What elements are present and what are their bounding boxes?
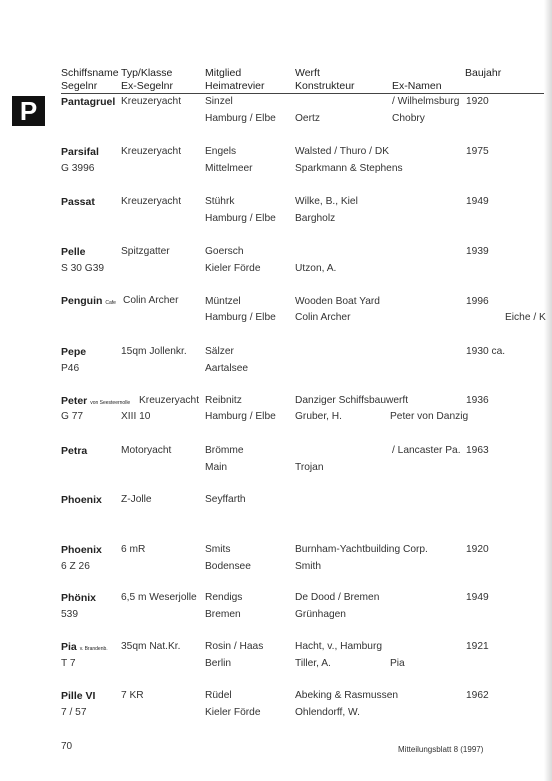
home-area: Main [205, 462, 228, 473]
member: Brömme [205, 445, 244, 456]
designer: Sparkmann & Stephens [295, 163, 403, 174]
header-designer: Konstrukteur [295, 80, 355, 92]
home-area: Berlin [205, 658, 232, 669]
sail-number: 7 / 57 [61, 707, 87, 718]
member: Müntzel [205, 296, 241, 307]
member: Rosin / Haas [205, 641, 264, 652]
header-type-class: Typ/Klasse [121, 67, 173, 79]
shipyard: De Dood / Bremen [295, 592, 380, 603]
header-ex-sail-no: Ex-Segelnr [121, 80, 173, 92]
member: Smits [205, 544, 231, 555]
shipyard: Wooden Boat Yard [295, 296, 380, 307]
ex-sail-number: XIII 10 [121, 411, 151, 422]
ship-type: Z-Jolle [121, 494, 152, 505]
ship-name [61, 395, 130, 407]
ship-name: Passat [61, 196, 95, 208]
shipyard: Hacht, v., Hamburg [295, 641, 383, 652]
home-area: Kieler Förde [205, 263, 261, 274]
ship-type: Kreuzeryacht [121, 96, 182, 107]
header-year: Baujahr [465, 67, 502, 79]
ship-name: Pille VI [61, 690, 96, 702]
header-rule [61, 93, 544, 94]
ex-name: / Wilhelmsburg [392, 96, 460, 107]
ship-name [61, 641, 108, 653]
ship-name: Parsifal [61, 146, 99, 158]
sail-number: S 30 G39 [61, 263, 105, 274]
ship-name-suffix: v. Brandenb. [79, 646, 108, 652]
build-year: 1930 ca. [466, 346, 506, 357]
shipyard: Abeking & Rasmussen [295, 690, 399, 701]
shipyard: Burnham-Yachtbuilding Corp. [295, 544, 428, 555]
home-area: Hamburg / Elbe [205, 113, 276, 124]
member: Rendigs [205, 592, 243, 603]
ship-type: 35qm Nat.Kr. [121, 641, 181, 652]
ship-type: Kreuzeryacht [139, 395, 200, 406]
member: Rüdel [205, 690, 232, 701]
build-year: 1996 [466, 296, 489, 307]
ship-type: 7 KR [121, 690, 144, 701]
build-year: 1920 [466, 96, 489, 107]
ship-type: 15qm Jollenkr. [121, 346, 187, 357]
build-year: 1975 [466, 146, 489, 157]
ship-type: 6 mR [121, 544, 146, 555]
home-area: Hamburg / Elbe [205, 213, 276, 224]
publication-title: Mitteilungsblatt 8 (1997) [398, 745, 484, 754]
ship-name: Phönix [61, 592, 97, 604]
shipyard: Walsted / Thuro / DK [295, 146, 389, 157]
designer: Gruber, H. [295, 411, 342, 422]
member: Stührk [205, 196, 235, 207]
build-year: 1949 [466, 196, 489, 207]
ship-type: 6,5 m Weserjolle [121, 592, 197, 603]
ship-name: Pelle [61, 246, 86, 258]
build-year: 1939 [466, 246, 489, 257]
member: Engels [205, 146, 237, 157]
designer: Bargholz [295, 213, 336, 224]
header-home-area: Heimatrevier [205, 80, 265, 92]
ship-type: Kreuzeryacht [121, 196, 182, 207]
member: Sinzel [205, 96, 233, 107]
member: Reibnitz [205, 395, 242, 406]
page-number: 70 [61, 741, 73, 752]
designer: Oertz [295, 113, 320, 124]
ship-type: Kreuzeryacht [121, 146, 182, 157]
ex-name-2: Eiche / K [505, 312, 546, 323]
header-member: Mitglied [205, 67, 242, 79]
designer: Trojan [295, 462, 324, 473]
ex-name-2: Pia [390, 658, 405, 669]
designer: Colin Archer [295, 312, 351, 323]
home-area: Bremen [205, 609, 241, 620]
ship-name-suffix: Cafe [105, 300, 116, 306]
ship-type: Spitzgatter [121, 246, 170, 257]
header-sail-no: Segelnr [61, 80, 98, 92]
member: Seyffarth [205, 494, 246, 505]
sail-number: G 77 [61, 411, 84, 422]
ship-name-text: Penguin [61, 295, 103, 307]
ex-name-2: Chobry [392, 113, 425, 124]
header-ex-names: Ex-Namen [392, 80, 442, 92]
build-year: 1936 [466, 395, 489, 406]
shipyard: Wilke, B., Kiel [295, 196, 358, 207]
ex-name-2: Peter von Danzig [390, 411, 469, 422]
sail-number: T 7 [61, 658, 76, 669]
designer: Smith [295, 561, 322, 572]
ex-name: / Lancaster Pa. [392, 445, 461, 456]
designer: Grünhagen [295, 609, 346, 620]
ship-name-text: Peter [61, 395, 88, 407]
header-ship-name: Schiffsname [61, 67, 119, 79]
build-year: 1921 [466, 641, 489, 652]
build-year: 1949 [466, 592, 489, 603]
home-area: Bodensee [205, 561, 251, 572]
home-area: Aartalsee [205, 363, 249, 374]
sail-number: P46 [61, 363, 80, 374]
designer: Ohlendorff, W. [295, 707, 360, 718]
designer: Utzon, A. [295, 263, 337, 274]
build-year: 1920 [466, 544, 489, 555]
sail-number: 6 Z 26 [61, 561, 90, 572]
home-area: Kieler Förde [205, 707, 261, 718]
shipyard: Danziger Schiffsbauwerft [295, 395, 409, 406]
ship-name-suffix: von Seesteernolle [90, 400, 131, 406]
build-year: 1963 [466, 445, 489, 456]
ship-name: Pepe [61, 346, 87, 358]
member: Goersch [205, 246, 244, 257]
ship-type: Colin Archer [123, 295, 179, 306]
sail-number: G 3996 [61, 163, 95, 174]
designer: Tiller, A. [295, 658, 331, 669]
member: Sälzer [205, 346, 234, 357]
page-edge-shadow [544, 0, 552, 781]
home-area: Hamburg / Elbe [205, 312, 276, 323]
ship-name: Pantagruel [61, 96, 116, 108]
ship-name-text: Pia [61, 641, 77, 653]
ship-name: Petra [61, 445, 88, 457]
sail-number: 539 [61, 609, 78, 620]
ship-name: Phoenix [61, 494, 102, 506]
ship-name [61, 295, 116, 307]
ship-type: Motoryacht [121, 445, 172, 456]
ship-name: Phoenix [61, 544, 102, 556]
build-year: 1962 [466, 690, 489, 701]
header-shipyard: Werft [295, 67, 320, 79]
section-letter-badge: P [12, 96, 45, 126]
home-area: Hamburg / Elbe [205, 411, 276, 422]
home-area: Mittelmeer [205, 163, 253, 174]
